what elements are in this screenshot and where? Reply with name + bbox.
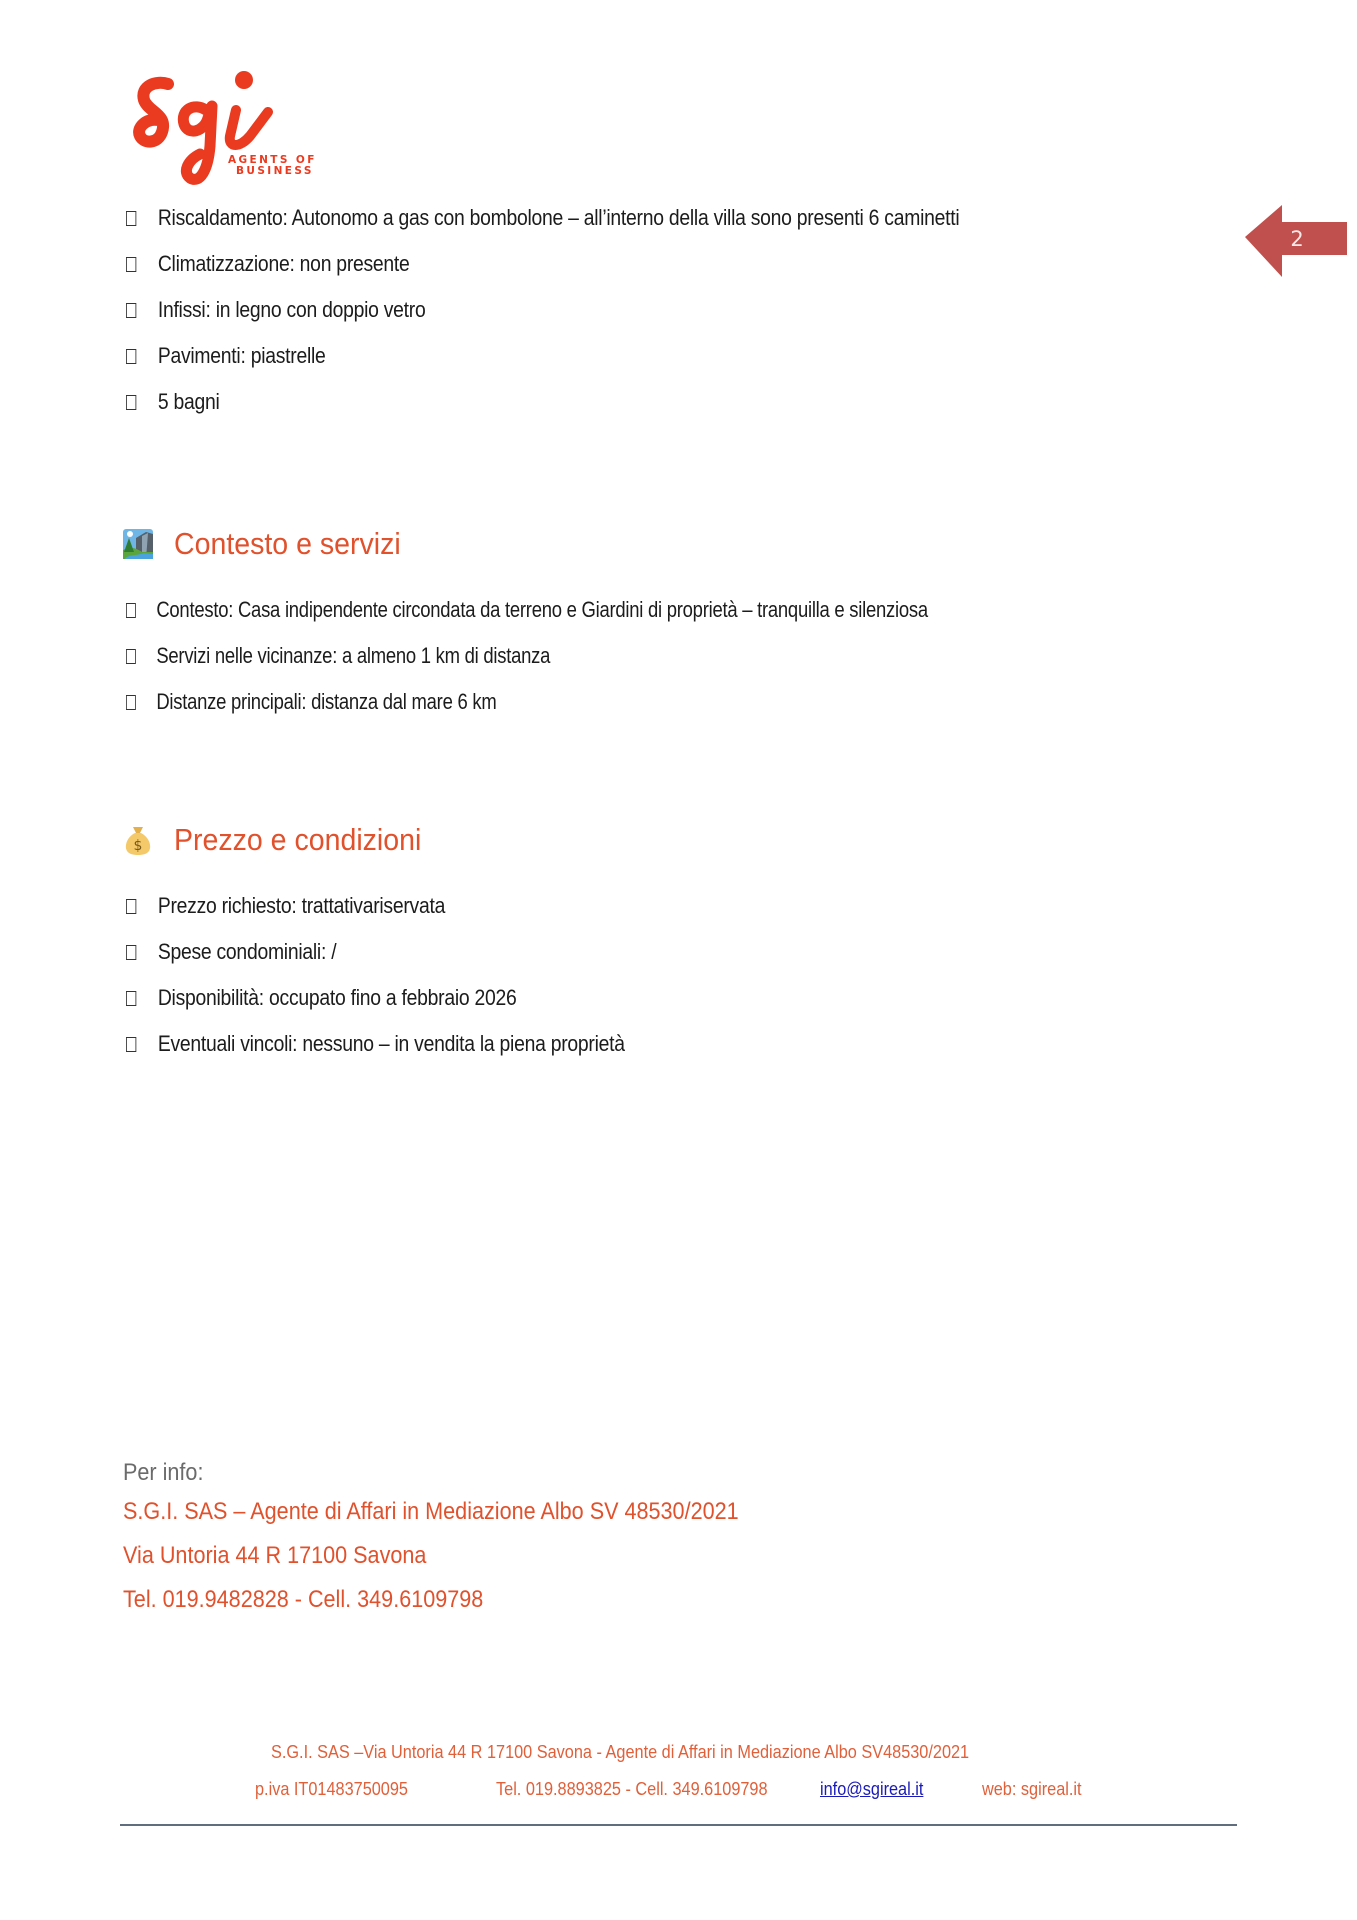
footer-company-line: S.G.I. SAS –Via Untoria 44 R 17100 Savona - Agente di Affari in Mediazione Albo SV48530/2021: [271, 1741, 970, 1762]
section-title: Prezzo e condizioni: [174, 822, 422, 857]
list-item-text: Servizi nelle vicinanze: a almeno 1 km di distanza: [156, 643, 551, 668]
checkbox-icon: [126, 603, 136, 618]
section-title: Contesto e servizi: [174, 526, 401, 561]
list-item: [126, 341, 326, 371]
checkbox-icon: [126, 349, 136, 364]
section-heading-price: [122, 820, 443, 860]
list-item: [126, 203, 959, 233]
list-item: [126, 387, 219, 417]
checkbox-icon: [126, 899, 136, 914]
section-heading-context: [122, 524, 420, 564]
checkbox-icon: [126, 695, 136, 710]
checkbox-icon: [126, 649, 136, 664]
list-item: [126, 641, 550, 671]
footer-email-wrap: [820, 1778, 923, 1800]
list-item-text: Contesto: Casa indipendente circondata da terreno e Giardini di proprietà – tranquilla e silenziosa: [156, 597, 928, 622]
info-address: Via Untoria 44 R 17100 Savona: [123, 1542, 427, 1569]
list-item: [126, 983, 517, 1013]
list-item: [126, 937, 336, 967]
list-item-text: 5 bagni: [157, 389, 220, 414]
list-item-text: Riscaldamento: Autonomo a gas con bombolone – all’interno della villa sono presenti 6 caminetti: [157, 205, 960, 230]
list-item-text: Infissi: in legno con doppio vetro: [157, 297, 426, 322]
list-item-text: Pavimenti: piastrelle: [157, 343, 326, 368]
list-item: [126, 295, 425, 325]
logo-tagline-line2: BUSINESS: [236, 165, 314, 177]
info-company: S.G.I. SAS – Agente di Affari in Mediazione Albo SV 48530/2021: [123, 1498, 739, 1525]
list-item: [126, 1029, 625, 1059]
page-number: 2: [1290, 227, 1304, 251]
footer-phones: Tel. 019.8893825 - Cell. 349.6109798: [496, 1778, 768, 1799]
list-item-text: Prezzo richiesto: trattativariservata: [157, 893, 446, 918]
checkbox-icon: [126, 257, 136, 272]
footer-piva: p.iva IT01483750095: [255, 1778, 408, 1799]
checkbox-icon: [126, 395, 136, 410]
list-item-text: Disponibilità: occupato fino a febbraio 2026: [157, 985, 517, 1010]
checkbox-icon: [126, 991, 136, 1006]
list-item: [126, 687, 496, 717]
footer-web: web: sgireal.it: [982, 1778, 1082, 1799]
logo-tagline-line1: AGENTS OF: [228, 154, 317, 166]
list-item-text: Distanze principali: distanza dal mare 6 km: [156, 689, 497, 714]
info-phones: Tel. 019.9482828 - Cell. 349.6109798: [123, 1586, 484, 1613]
info-label: Per info:: [123, 1459, 204, 1486]
checkbox-icon: [126, 211, 136, 226]
national-park-icon: [122, 528, 154, 560]
list-item: [126, 249, 410, 279]
list-item-text: Spese condominiali: /: [157, 939, 337, 964]
svg-text:$: $: [133, 838, 143, 854]
list-item-text: Eventuali vincoli: nessuno – in vendita la piena proprietà: [157, 1031, 625, 1056]
checkbox-icon: [126, 945, 136, 960]
page-number-marker: [1244, 204, 1348, 278]
checkbox-icon: [126, 1037, 136, 1052]
list-item: [126, 891, 445, 921]
list-item: [126, 595, 928, 625]
list-item-text: Climatizzazione: non presente: [157, 251, 410, 276]
money-bag-icon: [122, 824, 154, 856]
footer-email-link[interactable]: info@sgireal.it: [820, 1778, 924, 1799]
footer-divider: [120, 1824, 1237, 1826]
company-logo: [128, 66, 328, 196]
checkbox-icon: [126, 303, 136, 318]
